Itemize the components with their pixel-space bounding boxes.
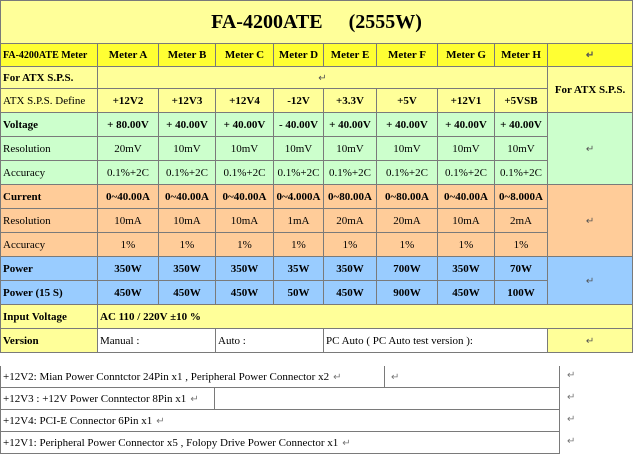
power-cell: 350W [159,257,216,281]
current-cell: 0~80.00A [324,185,377,209]
meter-header: Meter B [159,44,216,67]
power-cell: 350W [98,257,159,281]
footnote-12v4: +12V4: PCI-E Connector 6Pin x1 ↵ [0,410,560,432]
rail-cell: +12V3 [159,89,216,113]
current-label: Current [1,185,98,209]
rail-cell: +12V4 [216,89,274,113]
voltage-row [1,113,633,137]
c-resolution-cell: 10mA [159,209,216,233]
voltage-cell: + 40.00V [495,113,548,137]
header-row [1,44,633,67]
v-accuracy-cell: 0.1%+2C [324,161,377,185]
atx-define-row [1,89,633,113]
meter-header: Meter G [438,44,495,67]
current-cell: 0~80.00A [377,185,438,209]
power-cell: 350W [324,257,377,281]
c-resolution-cell: 10mA [98,209,159,233]
voltage-cell: + 40.00V [216,113,274,137]
meter-header: Meter F [377,44,438,67]
v-accuracy-cell: 0.1%+2C [438,161,495,185]
v-resolution-cell: 10mV [377,137,438,161]
c-resolution-cell: 2mA [495,209,548,233]
v-resolution-cell: 10mV [495,137,548,161]
version-side: ↵ [548,329,633,353]
c-accuracy-cell: 1% [495,233,548,257]
version-pc-auto: PC Auto ( PC Auto test version ): [324,329,548,353]
footnote-12v2-cell: ↵ [385,366,560,388]
c-resolution-cell: 10mA [438,209,495,233]
c-accuracy-cell: 1% [377,233,438,257]
row-end-mark: ↵ [567,370,576,381]
c-resolution-cell: 20mA [324,209,377,233]
atx-blank: ↵ [98,67,548,89]
v-accuracy-cell: 0.1%+2C [159,161,216,185]
voltage-cell: + 40.00V [159,113,216,137]
power-cell: 35W [274,257,324,281]
v-resolution-cell: 20mV [98,137,159,161]
voltage-cell: + 40.00V [438,113,495,137]
input-voltage-row [1,305,633,329]
c-accuracy-cell: 1% [438,233,495,257]
current-cell: 0~4.000A [274,185,324,209]
current-accuracy-row [1,233,633,257]
power15-cell: 450W [438,281,495,305]
power15-label: Power (15 S) [1,281,98,305]
c-accuracy-label: Accuracy [1,233,98,257]
row-end-mark: ↵ [567,436,576,447]
current-cell: 0~40.00A [216,185,274,209]
c-resolution-cell: 1mA [274,209,324,233]
c-accuracy-cell: 1% [98,233,159,257]
current-cell: 0~8.000A [495,185,548,209]
power-cell: 700W [377,257,438,281]
current-row [1,185,633,209]
voltage-cell: + 40.00V [324,113,377,137]
meter-header: Meter D [274,44,324,67]
current-resolution-row [1,209,633,233]
v-accuracy-cell: 0.1%+2C [274,161,324,185]
v-resolution-cell: 10mV [324,137,377,161]
voltage-side: ↵ [548,113,633,185]
power15-row [1,281,633,305]
row-end-mark: ↵ [567,414,576,425]
power15-cell: 450W [159,281,216,305]
meter-header-label: FA-4200ATE Meter [1,44,98,67]
v-accuracy-cell: 0.1%+2C [216,161,274,185]
c-accuracy-cell: 1% [216,233,274,257]
header-mark: ↵ [548,44,633,67]
voltage-cell: + 80.00V [98,113,159,137]
power-cell: 350W [438,257,495,281]
footnote-12v3-cell [215,388,560,410]
rail-cell: +5V [377,89,438,113]
voltage-resolution-row [1,137,633,161]
version-label: Version [1,329,98,353]
rail-cell: +5VSB [495,89,548,113]
rail-cell: +12V2 [98,89,159,113]
footnote-12v1: +12V1: Peripheral Power Connector x5 , Folopy Drive Power Connector x1 ↵ [0,432,560,454]
row-end-mark: ↵ [567,392,576,403]
v-accuracy-cell: 0.1%+2C [377,161,438,185]
v-accuracy-cell: 0.1%+2C [495,161,548,185]
current-side: ↵ [548,185,633,257]
rail-cell: +12V1 [438,89,495,113]
power-cell: 350W [216,257,274,281]
atx-define-label: ATX S.P.S. Define [1,89,98,113]
power-side: ↵ [548,257,633,305]
version-auto: Auto : [216,329,324,353]
version-row [1,329,633,353]
voltage-cell: - 40.00V [274,113,324,137]
current-cell: 0~40.00A [438,185,495,209]
c-resolution-cell: 10mA [216,209,274,233]
v-resolution-label: Resolution [1,137,98,161]
rail-cell: +3.3V [324,89,377,113]
input-voltage-value: AC 110 / 220V ±10 % [98,305,633,329]
model-name: FA-4200ATE [211,10,323,33]
page-title [1,1,633,44]
c-accuracy-cell: 1% [274,233,324,257]
rail-cell: -12V [274,89,324,113]
atx-label: For ATX S.P.S. [1,67,98,89]
power-cell: 70W [495,257,548,281]
power15-cell: 900W [377,281,438,305]
voltage-cell: + 40.00V [377,113,438,137]
meter-header: Meter A [98,44,159,67]
meter-header: Meter H [495,44,548,67]
voltage-accuracy-row [1,161,633,185]
footnote-12v2: +12V2: Mian Power Conntctor 24Pin x1 , Peripheral Power Connector x2 ↵ [0,366,385,388]
c-accuracy-cell: 1% [159,233,216,257]
power-label: Power [1,257,98,281]
power15-cell: 50W [274,281,324,305]
power15-cell: 450W [216,281,274,305]
atx-row [1,67,633,89]
v-resolution-cell: 10mV [159,137,216,161]
current-cell: 0~40.00A [159,185,216,209]
power15-cell: 450W [98,281,159,305]
v-resolution-cell: 10mV [274,137,324,161]
current-cell: 0~40.00A [98,185,159,209]
power15-cell: 100W [495,281,548,305]
c-resolution-label: Resolution [1,209,98,233]
power15-cell: 450W [324,281,377,305]
v-accuracy-cell: 0.1%+2C [98,161,159,185]
total-watts: (2555W) [348,10,422,33]
meter-header: Meter E [324,44,377,67]
atx-side-label: For ATX S.P.S. [548,67,633,113]
c-accuracy-cell: 1% [324,233,377,257]
meter-header: Meter C [216,44,274,67]
v-accuracy-label: Accuracy [1,161,98,185]
v-resolution-cell: 10mV [216,137,274,161]
c-resolution-cell: 20mA [377,209,438,233]
power-row [1,257,633,281]
voltage-label: Voltage [1,113,98,137]
v-resolution-cell: 10mV [438,137,495,161]
input-voltage-label: Input Voltage [1,305,98,329]
footnote-12v3: +12V3 : +12V Power Conntector 8Pin x1 ↵ [0,388,215,410]
version-manual: Manual : [98,329,216,353]
